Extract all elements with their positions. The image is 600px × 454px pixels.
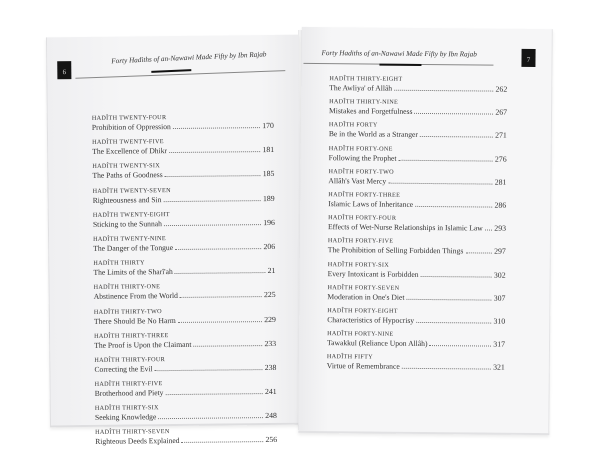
toc-line <box>328 199 506 211</box>
hadith-heading: HADÎTH FORTY-TWO <box>328 167 394 176</box>
chapter-title: Righteous Deeds Explained <box>95 436 180 447</box>
hadith-heading: HADÎTH THIRTY-FOUR <box>94 355 166 364</box>
page-reference: 293 <box>494 223 507 233</box>
dot-leader <box>175 272 266 274</box>
toc-entry <box>92 113 274 133</box>
chapter-title: The Awliya' of Allâh <box>329 83 393 93</box>
page-reference: 241 <box>264 387 277 397</box>
chapter-title: The Danger of the Tongue <box>93 242 174 253</box>
toc-line <box>93 242 275 254</box>
toc-entry <box>328 237 506 257</box>
dot-leader <box>429 345 491 347</box>
hadith-heading: HADÎTH TWENTY-FOUR <box>91 114 167 122</box>
chapter-title: Effects of Wet-Nurse Relationships in Islamic Law <box>327 222 483 233</box>
page-reference: 170 <box>262 120 274 131</box>
chapter-title: Following the Prophet <box>328 152 397 163</box>
page-reference: 271 <box>495 130 507 141</box>
page-reference: 256 <box>265 435 278 445</box>
header-rule-accent <box>151 69 191 73</box>
running-title: Forty Hadiths of an-Nawawi Made Fifty by Ibn Rajab <box>111 50 267 66</box>
hadith-heading: HADÎTH TWENTY-SIX <box>92 162 161 171</box>
hadith-heading: HADÎTH FORTY-THREE <box>328 191 401 199</box>
header-rule-accent <box>379 64 421 66</box>
toc-entry <box>94 355 276 375</box>
dot-leader <box>164 224 261 226</box>
page-reference: 229 <box>264 314 276 324</box>
toc-entry <box>329 98 507 118</box>
toc-line <box>329 106 507 118</box>
toc-entry <box>92 161 274 181</box>
dot-leader <box>414 113 493 115</box>
hadith-heading: HADÎTH THIRTY-NINE <box>329 98 399 106</box>
dot-leader <box>420 136 493 138</box>
hadith-heading: HADÎTH THIRTY-SEVEN <box>95 428 170 437</box>
chapter-title: The Excellence of Dhikr <box>92 146 168 157</box>
dot-leader <box>421 275 492 277</box>
hadith-heading: HADÎTH FORTY-ONE <box>328 144 393 153</box>
dot-leader <box>175 248 261 250</box>
dot-leader <box>173 127 260 129</box>
chapter-title: Islamic Laws of Inheritance <box>328 199 414 209</box>
hadith-heading: HADÎTH FORTY-FOUR <box>328 214 397 222</box>
chapter-title: The Proof is Upon the Claimant <box>94 339 192 350</box>
chapter-title: Allâh's Vast Mercy <box>328 175 387 186</box>
dot-leader <box>155 369 263 371</box>
page-reference: 281 <box>494 177 507 187</box>
hadith-heading: HADÎTH THIRTY-ONE <box>93 283 161 292</box>
page-reference: 302 <box>493 270 506 280</box>
chapter-title: Correcting the Evil <box>94 364 153 374</box>
hadith-heading: HADÎTH FORTY <box>328 121 378 129</box>
dot-leader <box>485 230 493 231</box>
dot-leader <box>399 159 493 161</box>
page-number-badge: 6 <box>57 61 71 79</box>
dot-leader <box>165 175 261 177</box>
toc-entry <box>95 379 277 399</box>
toc-entry <box>327 330 505 350</box>
hadith-heading: HADÎTH THIRTY-TWO <box>93 307 162 316</box>
chapter-title: Virtue of Remembrance <box>326 361 400 372</box>
dot-leader <box>193 345 262 347</box>
toc-line <box>329 130 507 142</box>
chapter-title: There Should Be No Harm <box>93 315 176 326</box>
page-reference: 196 <box>263 217 275 227</box>
dot-leader <box>163 200 261 202</box>
page-reference: 185 <box>262 169 275 179</box>
dot-leader <box>394 90 493 92</box>
left-page <box>46 35 303 447</box>
page-reference: 297 <box>494 246 506 257</box>
chapter-title: The Prohibition of Selling Forbidden Things <box>327 245 464 256</box>
dot-leader <box>402 368 491 370</box>
hadith-heading: HADÎTH FORTY-EIGHT <box>327 307 398 315</box>
toc-line <box>328 269 506 281</box>
toc-entry <box>329 145 507 165</box>
page-reference: 225 <box>263 290 276 300</box>
toc-entry <box>93 234 275 254</box>
toc-entry <box>95 403 277 423</box>
dot-leader <box>169 151 260 153</box>
toc-entry <box>327 353 505 373</box>
chapter-title: Righteousness and Sin <box>92 194 162 205</box>
toc-entry <box>329 75 507 95</box>
hadith-heading: HADÎTH THIRTY-SIX <box>94 404 159 413</box>
page-reference: 276 <box>494 154 507 164</box>
page-header <box>47 47 299 84</box>
table-of-contents <box>327 75 508 378</box>
page-header <box>301 39 551 75</box>
chapter-title: Abstinence From the World <box>93 291 178 302</box>
toc-entry <box>93 210 275 230</box>
hadith-heading: HADÎTH FORTY-NINE <box>327 330 394 338</box>
toc-line <box>93 194 275 206</box>
page-reference: 267 <box>495 107 508 117</box>
hadith-heading: HADÎTH FORTY-FIVE <box>327 237 394 246</box>
chapter-title: Be in the World as a Stranger <box>328 129 418 140</box>
toc-entry <box>94 331 276 351</box>
dot-leader <box>165 393 263 395</box>
hadith-heading: HADÎTH TWENTY-FIVE <box>92 138 164 147</box>
toc-entry <box>328 214 506 234</box>
chapter-title: Seeking Knowledge <box>94 412 157 423</box>
toc-entry <box>329 122 507 142</box>
page-reference: 262 <box>495 84 508 94</box>
toc-entry <box>328 168 506 188</box>
toc-line <box>92 121 274 133</box>
hadith-heading: HADÎTH THIRTY-THREE <box>94 331 169 340</box>
hadith-heading: HADÎTH TWENTY-NINE <box>93 235 166 243</box>
toc-line <box>328 245 506 257</box>
toc-entry <box>93 186 275 206</box>
dot-leader <box>180 296 262 298</box>
page-reference: 238 <box>264 362 277 372</box>
page-reference: 286 <box>494 200 507 210</box>
toc-entry <box>328 261 506 281</box>
page-reference: 189 <box>262 193 275 203</box>
page-reference: 21 <box>267 266 276 276</box>
page-reference: 307 <box>493 293 506 303</box>
toc-line <box>94 363 276 375</box>
page-reference: 321 <box>493 362 505 372</box>
chapter-title: The Limits of the Sharî'ah <box>93 267 173 277</box>
hadith-heading: HADÎTH FORTY-SEVEN <box>327 283 400 292</box>
toc-line <box>93 218 275 230</box>
toc-line <box>327 292 505 304</box>
toc-line <box>328 222 506 234</box>
chapter-title: Every Intoxicant is Forbidden <box>327 268 419 279</box>
chapter-title: Tawakkul (Reliance Upon Allâh) <box>326 338 428 349</box>
toc-line <box>95 387 277 399</box>
right-page <box>298 27 553 435</box>
toc-entry <box>328 191 506 211</box>
toc-line <box>329 153 507 165</box>
toc-line <box>93 266 275 278</box>
page-reference: 206 <box>263 241 276 252</box>
toc-line <box>328 176 506 188</box>
toc-line <box>329 83 507 95</box>
chapter-title: Sticking to the Sunnah <box>92 218 162 229</box>
dot-leader <box>465 253 492 254</box>
toc-line <box>94 339 276 351</box>
dot-leader <box>415 206 492 208</box>
chapter-title: Prohibition of Oppression <box>91 122 171 132</box>
toc-entry <box>92 137 274 157</box>
page-reference: 233 <box>264 338 277 348</box>
dot-leader <box>388 182 493 184</box>
chapter-title: The Paths of Goodness <box>92 170 163 181</box>
table-of-contents <box>92 113 278 454</box>
chapter-title: Moderation in One's Diet <box>327 291 405 302</box>
chapter-title: Characteristics of Hypocrisy <box>327 315 415 325</box>
page-reference: 181 <box>262 145 275 155</box>
page-reference: 317 <box>493 339 506 349</box>
toc-line <box>92 145 274 157</box>
hadith-heading: HADÎTH FIFTY <box>326 353 373 361</box>
chapter-title: Brotherhood and Piety <box>94 388 164 398</box>
toc-line <box>327 338 505 350</box>
hadith-heading: HADÎTH THIRTY <box>93 259 145 267</box>
toc-entry <box>94 306 276 326</box>
toc-line <box>92 169 274 181</box>
toc-line <box>95 435 277 447</box>
page-reference: 248 <box>265 411 277 421</box>
toc-entry <box>327 284 505 304</box>
hadith-heading: HADÎTH THIRTY-EIGHT <box>329 75 403 83</box>
running-title: Forty Hadiths of an-Nawawi Made Fifty by Ibn Rajab <box>321 49 477 59</box>
toc-line <box>95 411 277 423</box>
dot-leader <box>416 322 491 324</box>
page-number-badge: 7 <box>521 49 535 67</box>
dot-leader <box>178 321 262 323</box>
hadith-heading: HADÎTH FORTY-SIX <box>327 260 390 269</box>
toc-entry <box>94 282 276 302</box>
toc-line <box>327 315 505 327</box>
toc-line <box>94 314 276 326</box>
page-reference: 310 <box>493 316 506 326</box>
hadith-heading: HADÎTH TWENTY-SEVEN <box>92 186 171 195</box>
hadith-heading: HADÎTH THIRTY-FIVE <box>94 380 163 388</box>
toc-line <box>94 290 276 302</box>
hadith-heading: HADÎTH TWENTY-EIGHT <box>92 210 170 219</box>
toc-entry <box>95 427 277 447</box>
dot-leader <box>158 417 263 419</box>
toc-line <box>327 361 505 373</box>
dot-leader <box>406 299 491 301</box>
chapter-title: Mistakes and Forgetfulness <box>329 106 413 117</box>
dot-leader <box>182 442 264 444</box>
toc-entry <box>93 258 275 278</box>
toc-entry <box>327 307 505 327</box>
